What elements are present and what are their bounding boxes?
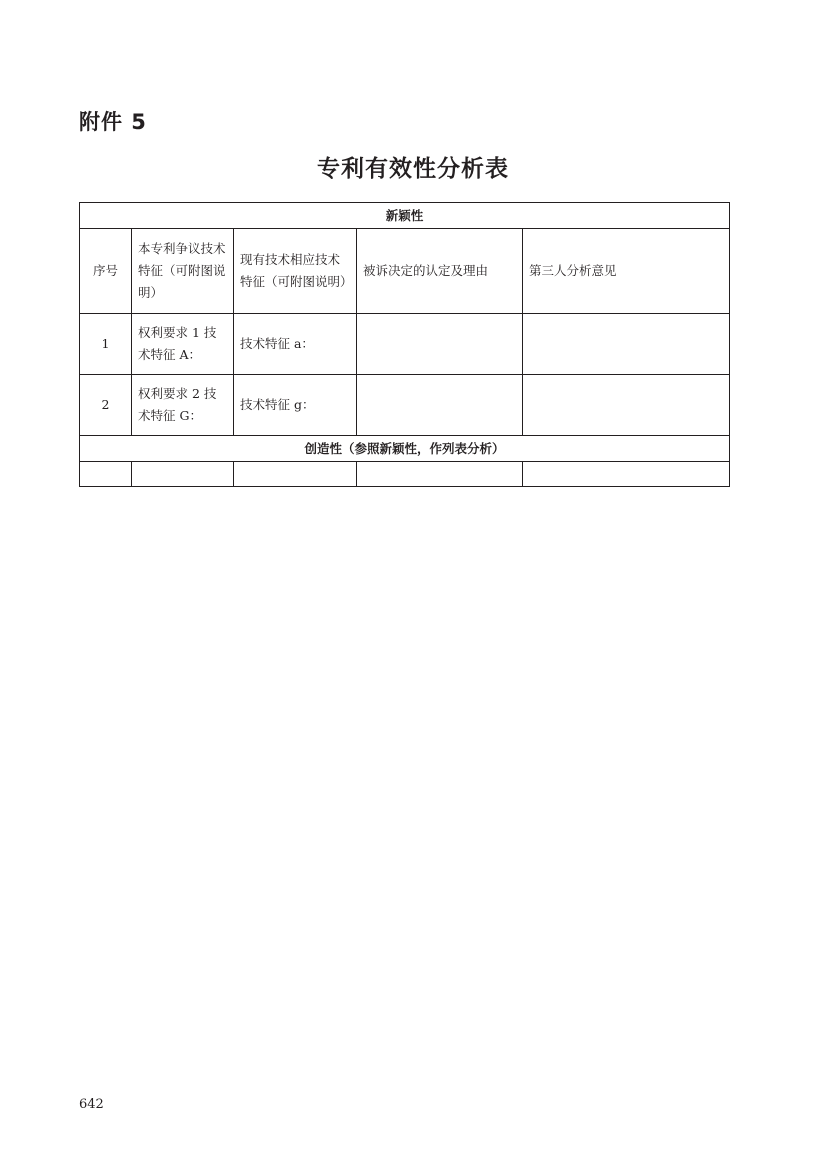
table-row: [80, 375, 730, 436]
column-header-third-party: 第三人分析意见: [523, 229, 730, 314]
prior-art-feature-cell: 技术特征 g：: [234, 375, 357, 436]
page-number: 642: [79, 1097, 104, 1112]
third-party-cell: [523, 375, 730, 436]
patent-feature-cell: 权利要求 2 技术特征 G：: [132, 375, 234, 436]
patent-validity-table: [79, 202, 730, 487]
decision-cell: [357, 375, 523, 436]
prior-art-feature-cell: 技术特征 a：: [234, 314, 357, 375]
novelty-section-header: 新颖性: [80, 203, 730, 229]
empty-cell: [132, 462, 234, 487]
decision-cell: [357, 314, 523, 375]
attachment-label: 附件 5: [79, 110, 147, 134]
row-number: 2: [80, 375, 132, 436]
inventiveness-section-row: [80, 436, 730, 462]
column-header-prior-art-feature: 现有技术相应技术特征（可附图说明）: [234, 229, 357, 314]
novelty-section-row: [80, 203, 730, 229]
empty-cell: [234, 462, 357, 487]
column-header-number: 序号: [80, 229, 132, 314]
column-header-row: [80, 229, 730, 314]
document-title: 专利有效性分析表: [317, 156, 509, 182]
third-party-cell: [523, 314, 730, 375]
empty-cell: [523, 462, 730, 487]
empty-cell: [357, 462, 523, 487]
column-header-decision: 被诉决定的认定及理由: [357, 229, 523, 314]
column-header-patent-feature: 本专利争议技术特征（可附图说明）: [132, 229, 234, 314]
table-row: [80, 314, 730, 375]
row-number: 1: [80, 314, 132, 375]
empty-cell: [80, 462, 132, 487]
patent-feature-cell: 权利要求 1 技术特征 A：: [132, 314, 234, 375]
inventiveness-section-header: 创造性（参照新颖性，作列表分析）: [80, 436, 730, 462]
table-row-empty: [80, 462, 730, 487]
